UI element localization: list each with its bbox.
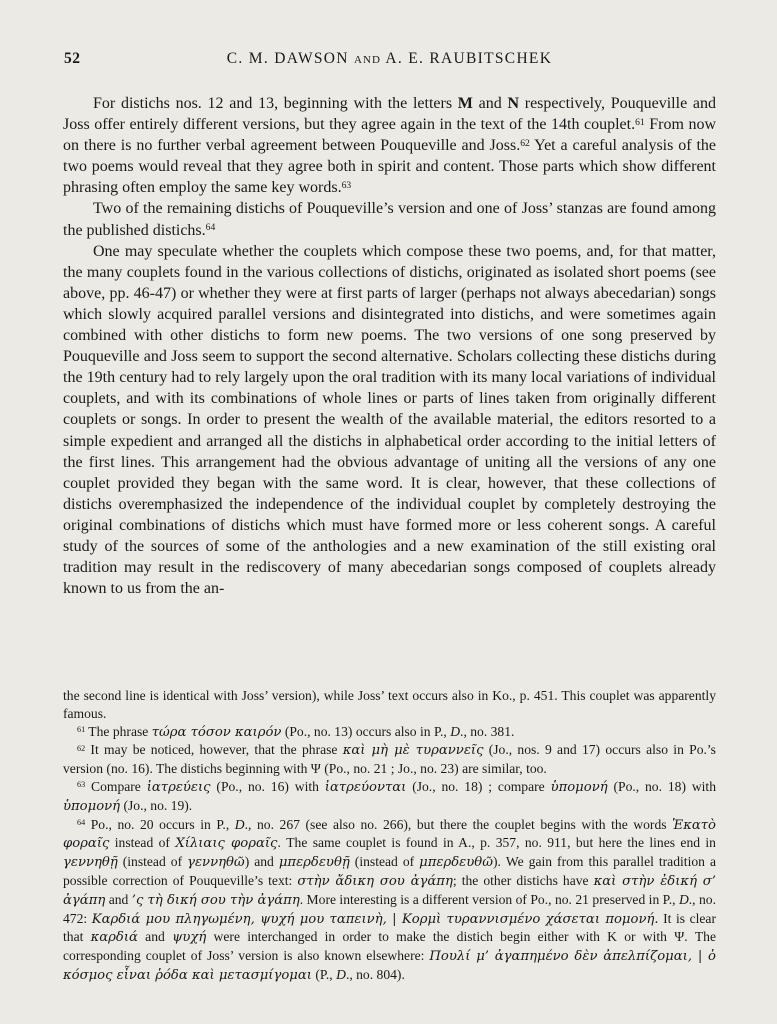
page-number: 52 — [64, 50, 81, 67]
article-body — [63, 93, 716, 599]
footnote-63: $^{63}$ Compare ἰατρεύεις (Po., no. 16) with ἰατρεύονται (Jo., no. 18) ; compare ὑπομονή (Po., no. 18) with ὑπομονή (Jo., no. 19). — [63, 778, 716, 814]
body-paragraph-3: One may speculate whether the couplets which compose these two poems, and, for that matter, the many couplets found in the various collections of distichs, originated as isolated short poems (see above, pp. 46-47) or whether they were at first parts of larger (perhaps not always abecedarian) songs which slowly acquired parallel versions and disintegrated into distichs, and were sometimes again combined with other distichs to form new poems. The two versions of one song preserved by Pouqueville and Joss seem to support the second alternative. Scholars collecting these distichs during the 19th century had to rely largely upon the oral tradition with its many local variations of individual couplets, and with its combinations of whole lines or parts of lines taken from originally different couplets or songs. In order to present the wealth of the available material, the editors resorted to a simple expedient and arranged all the distichs in alphabetical order according to the initial letters of the first lines. This arrangement had the obvious advantage of uniting all the versions of any one couplet provided they began with the same word. It is clear, however, that these collections of distichs overemphasized the independence of the individual couplet by completely destroying the original combinations of distichs which must have formed more or less coherent songs. A careful study of the sources of some of the anthologies and a new examination of the still existing oral tradition may result in the rediscovery of many abecedarian songs composed of couplets already known to us from the an- — [63, 242, 716, 598]
footnote-64: $^{64}$ Po., no. 20 occurs in P., D., no. 267 (see also no. 266), but there the couplet begins with the words Ἑκατὸ φοραῖς instead of Χίλιαις φοραῖς. The same couplet is found in A., p. 357, no. 911, but here the lines end in γεννηθῇ (instead of γεννηθῶ) and μπερδευθῇ (instead of μπερδευθῶ). We gain from this parallel tradition a possible correction of Pouqueville’s text: στὴν ἄδικη σου ἀγάπη; the other distichs have καὶ στὴν ἐδική σ’ ἀγάπη and ’ς τὴ δική σου τὴν ἀγάπη. More interesting is a different version of Po., no. 21 preserved in P., D., no. 472: Καρδιά μου πληγωμένη, ψυχή μου ταπεινὴ, | Κορμὶ τυραννισμένο χάσεται πομονή. It is clear that καρδιά and ψυχή were interchanged in order to make the distich begin either with Κ or with Ψ. The corresponding couplet of Joss’ version is also known elsewhere: Πουλί μ’ ἀγαπημένο δὲν ἀπελπίζομαι, | ὁ κόσμος εἶναι ῥόδα καὶ μετασμίγομαι (P., D., no. 804). — [63, 816, 717, 983]
footnote-continuation: the second line is identical with Joss’ version), while Joss’ text occurs also in Ko., p. 451. This couplet was apparently famous. — [63, 688, 716, 721]
body-paragraph-2: Two of the remaining distichs of Pouqueville’s version and one of Joss’ stanzas are found among the published distichs.$^{64}$ — [63, 200, 716, 239]
running-head — [63, 50, 716, 68]
running-title-authors: C. M. DAWSON and A. E. RAUBITSCHEK — [226, 50, 553, 67]
body-paragraph-1: For distichs nos. 12 and 13, beginning with the letters M and N respectively, Pouqueville and Joss offer entirely different versions, but they agree again in the text of the 14th couplet.$^{61}$ From now on there is no further verbal agreement between Pouqueville and Joss.$^{62}$ Yet a careful analysis of the two poems would reveal that they agree both in spirit and content. Those parts which show different phrasing often employ the same key words.$^{63}$ — [63, 95, 717, 197]
footnote-61: $^{61}$ The phrase τώρα τόσον καιρόν (Po., no. 13) occurs also in P., D., no. 381. — [77, 723, 515, 740]
footnote-62: $^{62}$ It may be noticed, however, that the phrase καὶ μὴ μὲ τυραννεῖς (Jo., nos. 9 and 17) occurs also in Po.’s version (no. 16). The distichs beginning with Ψ (Po., no. 21 ; Jo., no. 23) are similar, too. — [63, 742, 716, 777]
footnotes-block — [63, 687, 716, 985]
